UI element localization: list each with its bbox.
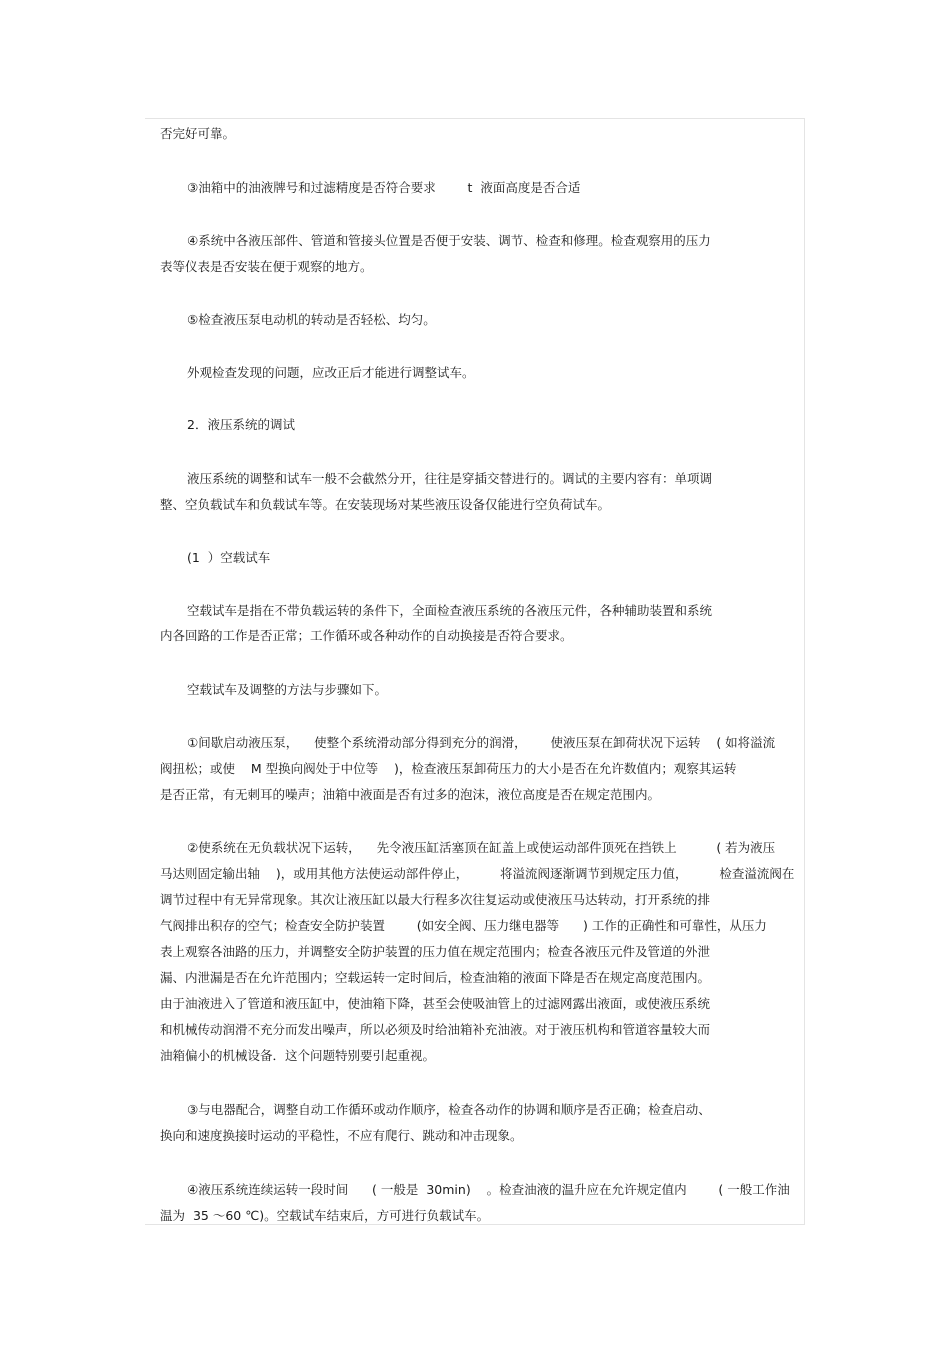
- text-line: ②使系统在无负载状况下运转， 先令液压缸活塞顶在缸盖上或使运动部件顶死在挡铁上 ( 若为液压: [187, 840, 776, 855]
- text-line: 气阀排出积存的空气；检查安全防护装置 (如安全阀、压力继电器等 ) 工作的正确性和可靠性，从压力: [160, 918, 767, 933]
- text-line: ④系统中各液压部件、管道和管接头位置是否便于安装、调节、检查和修理。检查观察用的压力: [187, 233, 711, 248]
- section-heading: 2．液压系统的调试: [187, 417, 295, 432]
- text-line: 调节过程中有无异常现象。其次让液压缸以最大行程多次往复运动或使液压马达转动，打开系统的排: [160, 892, 711, 907]
- text-line: 换向和速度换接时运动的平稳性，不应有爬行、跳动和冲击现象。: [160, 1128, 523, 1143]
- text-line: 整、空负载试车和负载试车等。在安装现场对某些液压设备仅能进行空负荷试车。: [160, 497, 611, 512]
- text-line: 液压系统的调整和试车一般不会截然分开，往往是穿插交替进行的。调试的主要内容有：单项调: [187, 471, 713, 486]
- text-line: 内各回路的工作是否正常；工作循环或各种动作的自动换接是否符合要求。: [160, 628, 573, 643]
- text-line: ③油箱中的油液牌号和过滤精度是否符合要求 t 液面高度是否合适: [187, 180, 581, 195]
- text-line: ③与电器配合，调整自动工作循环或动作顺序，检查各动作的协调和顺序是否正确；检查启动、: [187, 1102, 711, 1117]
- text-line: 表上观察各油路的压力，并调整安全防护装置的压力值在规定范围内；检查各液压元件及管道的外泄: [160, 944, 711, 959]
- text-line: 阀扭松；或使 M 型换向阀处于中位等 )，检查液压泵卸荷压力的大小是否在允许数值内；观察其运转: [160, 761, 737, 776]
- text-line: ④液压系统连续运转一段时间 ( 一般是 30min) 。检查油液的温升应在允许规定值内 ( 一般工作油: [187, 1182, 790, 1197]
- text-line: 油箱偏小的机械设备．这个问题特别要引起重视。: [160, 1048, 436, 1063]
- text-line: 否完好可靠。: [160, 126, 236, 141]
- text-line: 温为 35 ～60 ℃)。空载试车结束后，方可进行负载试车。: [160, 1208, 490, 1223]
- text-line: 由于油液进入了管道和液压缸中，使油箱下降，甚至会使吸油管上的过滤网露出液面，或使液压系统: [160, 996, 711, 1011]
- text-line: 漏、内泄漏是否在允许范围内；空载运转一定时间后，检查油箱的液面下降是否在规定高度范围内。: [160, 970, 711, 985]
- page-frame-bottom: [145, 1224, 805, 1225]
- text-line: 外观检查发现的问题，应改正后才能进行调整试车。: [187, 365, 475, 380]
- text-line: 表等仪表是否安装在便于观察的地方。: [160, 259, 373, 274]
- text-line: 马达则固定输出轴 )，或用其他方法使运动部件停止， 将溢流阀逐渐调节到规定压力值， 检查溢流阀在: [160, 866, 795, 881]
- text-line: 和机械传动润滑不充分而发出噪声，所以必须及时给油箱补充油液。对于液压机构和管道容量较大而: [160, 1022, 711, 1037]
- subsection-heading: (1 ）空载试车: [187, 550, 271, 565]
- page-frame-right: [804, 118, 805, 1224]
- text-line: 空载试车及调整的方法与步骤如下。: [187, 682, 388, 697]
- page-frame-top: [145, 118, 805, 119]
- text-line: ①间歇启动液压泵， 使整个系统滑动部分得到充分的润滑， 使液压泵在卸荷状况下运转 ( 如将溢流: [187, 735, 776, 750]
- text-line: ⑤检查液压泵电动机的转动是否轻松、均匀。: [187, 312, 436, 327]
- text-line: 空载试车是指在不带负载运转的条件下，全面检查液压系统的各液压元件，各种辅助装置和系统: [187, 603, 713, 618]
- text-line: 是否正常，有无刺耳的噪声；油箱中液面是否有过多的泡沫，液位高度是否在规定范围内。: [160, 787, 661, 802]
